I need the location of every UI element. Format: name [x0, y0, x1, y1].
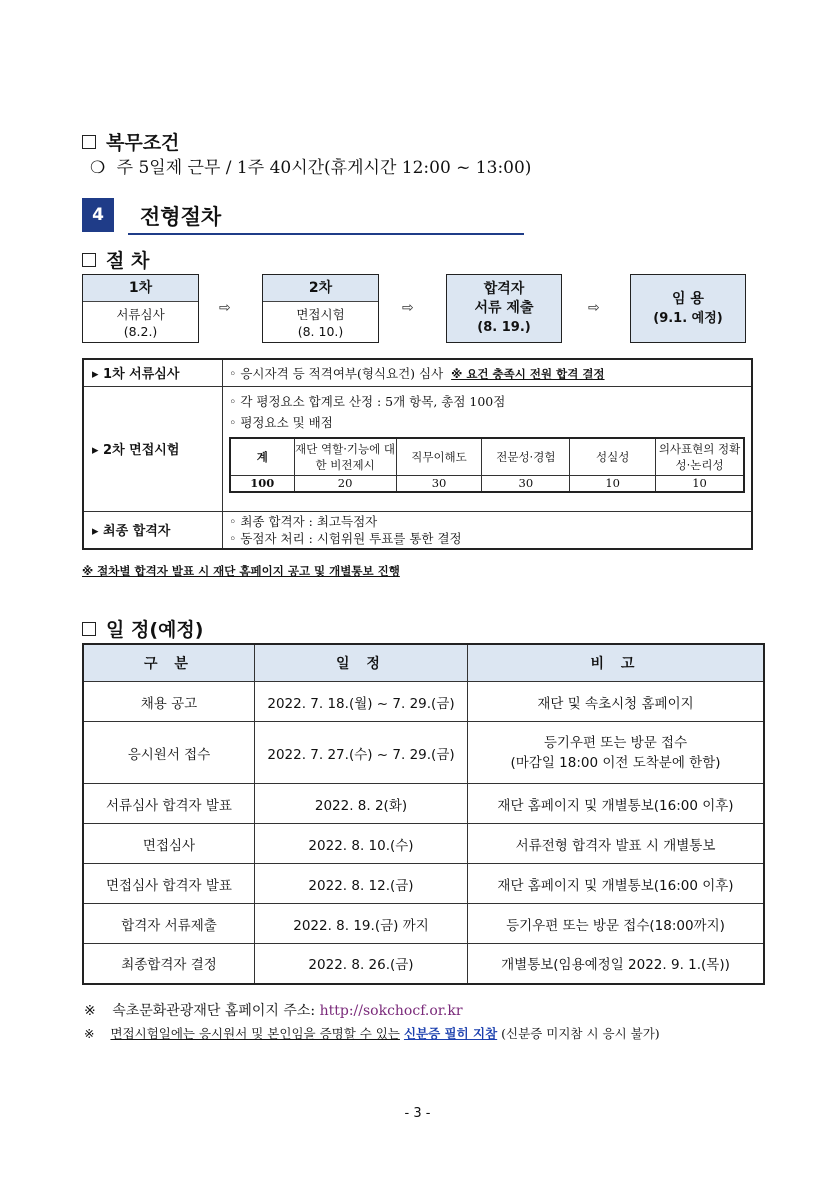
page-number: - 3 - [404, 1106, 431, 1121]
table-row: 최종합격자 결정 2022. 8. 26.(금) 개별통보(임용예정일 2022. 9. 1.(목)) [83, 944, 764, 984]
section-underline [128, 233, 524, 235]
id-card-emphasis: 신분증 필히 지참 [403, 1026, 498, 1041]
table-row: 응시원서 접수 2022. 7. 27.(수) ~ 7. 29.(금) 등기우편 또는 방문 접수 (마감일 18:00 이전 도착분에 한함) [83, 722, 764, 784]
table-row: 서류심사 합격자 발표 2022. 8. 2(화) 재단 홈페이지 및 개별통보(16:00 이후) [83, 784, 764, 824]
row-label-document-screening: ▸ 1차 서류심사 [83, 359, 223, 386]
step-3: 합격자 서류 제출 (8. 19.) [446, 274, 562, 343]
work-conditions-text: ❍ 주 5일제 근무 / 1주 40시간(휴게시간 12:00 ~ 13:00) [90, 158, 532, 178]
row-label-final: ▸ 최종 합격자 [83, 511, 223, 549]
step-1: 1차 서류심사 (8.2.) [82, 274, 199, 343]
checkbox-icon [82, 622, 96, 636]
section-number-badge: 4 [82, 198, 114, 232]
col-header-note: 비 고 [468, 644, 765, 682]
procedure-footnote: ※ 절차별 합격자 발표 시 재단 홈페이지 공고 및 개별통보 진행 [82, 564, 400, 578]
procedure-detail-table: ▸ 1차 서류심사 ◦ 응시자격 등 적격여부(형식요건) 심사 ※ 요건 충족시 전원 합격 결정 ▸ 2차 면접시험 ◦ 각 평정요소 합계로 산정 : 5개 항목, 총점 100점 ◦ 평정요소 및 배점 계 재단 역할·기능에 대한 비전제시 직무이해도 전문성·경험 성실성 의사표현의 정확성·논리성 100 20 30 30 10 10 ▸ 최종 합격자 ◦ 최종 합격자 : 최고득점자 ◦ 동점자 처리 : 시험위원 투표를 통한 결정 [82, 358, 753, 550]
col-header-date: 일 정 [255, 644, 468, 682]
pass-note: ※ 요건 충족시 전원 합격 결정 [451, 366, 605, 381]
table-row: 합격자 서류제출 2022. 8. 19.(금) 까지 등기우편 또는 방문 접수(18:00까지) [83, 904, 764, 944]
schedule-heading: 일 정(예정) [82, 615, 203, 642]
checkbox-icon [82, 135, 96, 149]
table-row: 면접심사 합격자 발표 2022. 8. 12.(금) 재단 홈페이지 및 개별통보(16:00 이후) [83, 864, 764, 904]
work-conditions-heading: 복무조건 [82, 128, 179, 155]
procedure-heading: 절 차 [82, 246, 149, 273]
checkbox-icon [82, 253, 96, 267]
score-table: 계 재단 역할·기능에 대한 비전제시 직무이해도 전문성·경험 성실성 의사표현의 정확성·논리성 100 20 30 30 10 10 [229, 437, 745, 493]
homepage-link[interactable]: http://sokchocf.or.kr [319, 1003, 463, 1019]
section-title: 전형절차 [140, 205, 222, 229]
arrow-right-icon: ⇨ [588, 300, 600, 316]
id-card-note: ※ 면접시험일에는 응시원서 및 본인임을 증명할 수 있는 신분증 필히 지참 (신분증 미지참 시 응시 불가) [84, 1026, 660, 1041]
step-2: 2차 면접시험 (8. 10.) [262, 274, 379, 343]
homepage-note: ※ 속초문화관광재단 홈페이지 주소: http://sokchocf.or.kr [84, 1003, 463, 1019]
table-row: 채용 공고 2022. 7. 18.(월) ~ 7. 29.(금) 재단 및 속초시청 홈페이지 [83, 682, 764, 722]
arrow-right-icon: ⇨ [219, 300, 231, 316]
step-4: 임 용 (9.1. 예정) [630, 274, 746, 343]
arrow-right-icon: ⇨ [402, 300, 414, 316]
circle-bullet-icon: ❍ [90, 158, 106, 178]
row-label-interview: ▸ 2차 면접시험 [83, 386, 223, 511]
schedule-table [82, 643, 765, 985]
col-header-category: 구 분 [83, 644, 255, 682]
table-row: 면접심사 2022. 8. 10.(수) 서류전형 합격자 발표 시 개별통보 [83, 824, 764, 864]
